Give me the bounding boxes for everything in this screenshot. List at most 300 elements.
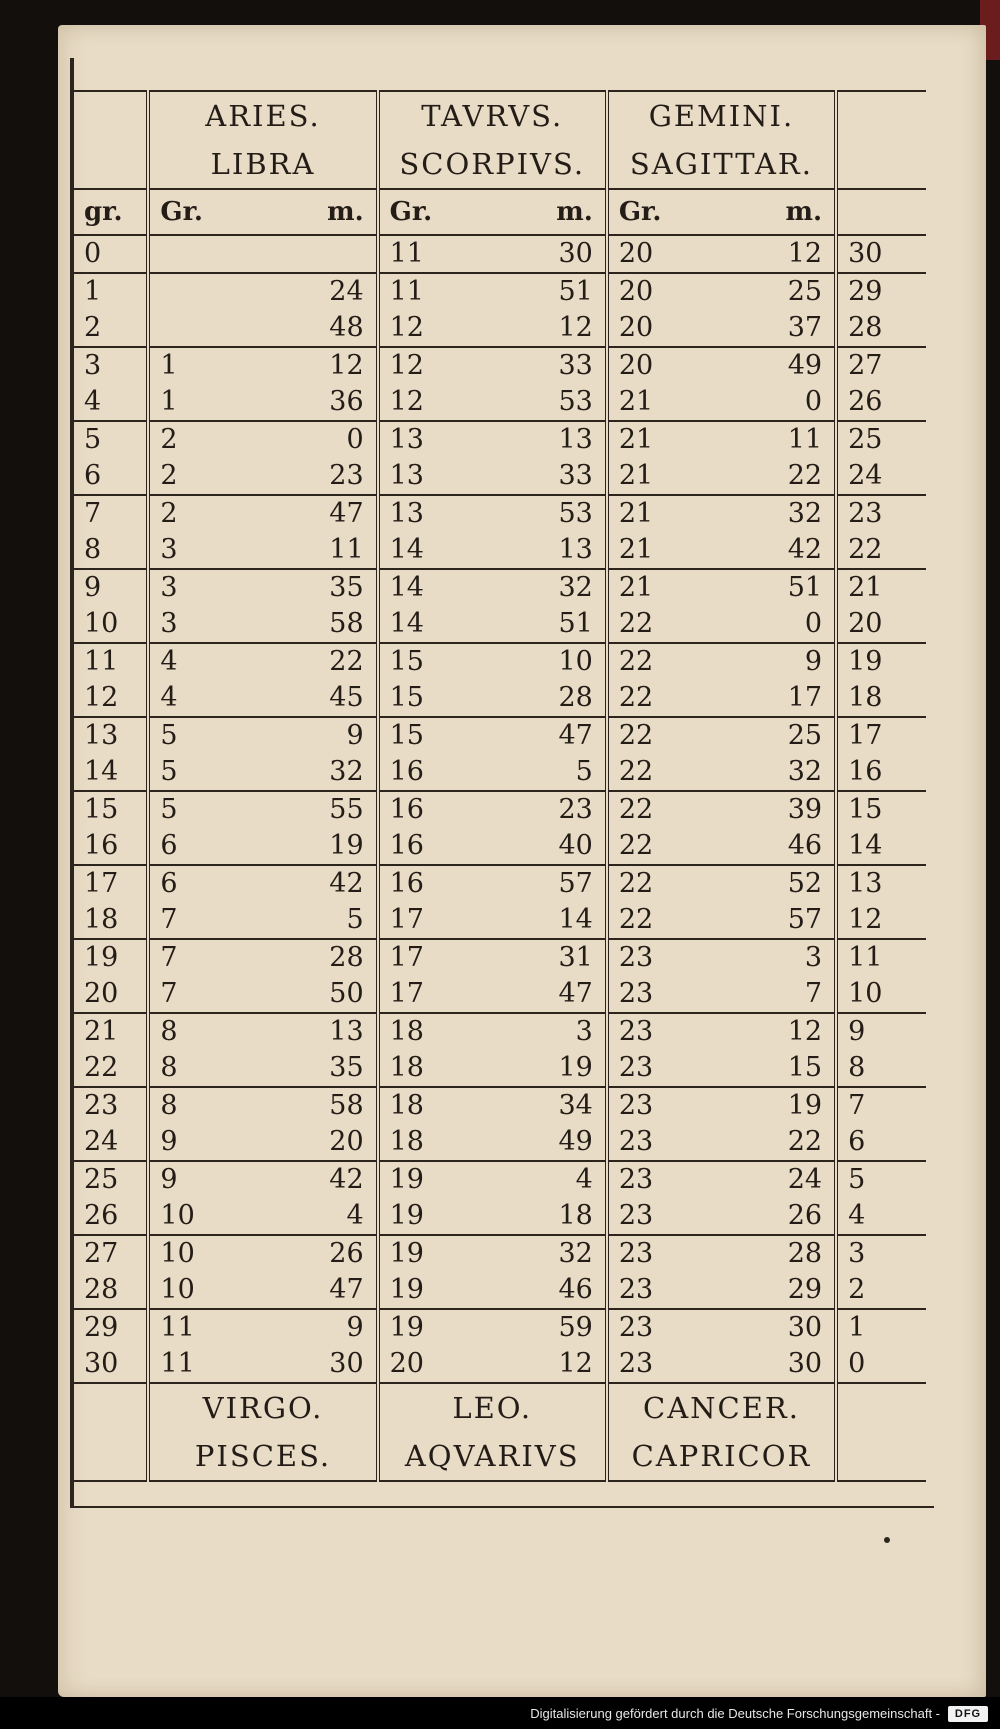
col2-m-cell: 30 — [482, 235, 607, 273]
col1-gr-cell: 1 — [148, 347, 253, 384]
degree-cell: 17 — [72, 865, 148, 902]
col2-gr-cell: 19 — [378, 1235, 483, 1272]
col3-m-cell: 46 — [711, 828, 836, 865]
col1-gr-cell: 11 — [148, 1309, 253, 1346]
col2-m-cell: 13 — [482, 421, 607, 458]
col2-m-cell: 32 — [482, 569, 607, 606]
degree-cell: 15 — [72, 791, 148, 828]
col3-gr-cell: 23 — [607, 939, 712, 976]
col1-gr-cell: 10 — [148, 1235, 253, 1272]
complement-degree-cell: 15 — [836, 791, 926, 828]
col1-m-cell: 19 — [253, 828, 378, 865]
col2-gr-cell: 15 — [378, 643, 483, 680]
complement-degree-cell: 13 — [836, 865, 926, 902]
col2-gr-cell: 14 — [378, 569, 483, 606]
table-row — [72, 976, 926, 1013]
unit-m: m. — [711, 189, 836, 235]
unit-m: m. — [482, 189, 607, 235]
complement-degree-cell: 8 — [848, 1052, 866, 1083]
degree-cell: 7 — [72, 495, 148, 532]
col3-gr-cell: 20 — [607, 347, 712, 384]
col2-gr-cell: 19 — [378, 1161, 483, 1198]
col3-m-cell: 57 — [711, 902, 836, 939]
col1-gr-cell — [148, 235, 253, 273]
col1-m-cell: 30 — [253, 1346, 378, 1383]
col1-gr-cell: 4 — [160, 682, 178, 713]
col3-gr-cell: 20 — [607, 273, 712, 310]
complement-degree-cell: 2 — [848, 1274, 866, 1305]
col3-gr-cell: 23 — [607, 1013, 712, 1050]
table-row — [72, 347, 926, 384]
col1-m-cell: 26 — [253, 1235, 378, 1272]
col3-m-cell: 17 — [711, 680, 836, 717]
table-row — [72, 1050, 926, 1087]
col3-m-cell: 11 — [711, 421, 836, 458]
funding-credit: Digitalisierung gefördert durch die Deutsche Forschungsgemeinschaft - — [530, 1706, 940, 1721]
col2-m-cell: 46 — [482, 1272, 607, 1309]
unit-Gr: Gr. — [148, 189, 253, 235]
top-signs-row-1 — [72, 91, 926, 140]
complement-degree-cell: 23 — [836, 495, 926, 532]
col3-gr-cell: 21 — [618, 460, 654, 491]
table-row — [72, 865, 926, 902]
col1-m-cell: 9 — [253, 1309, 378, 1346]
col1-gr-cell: 6 — [160, 830, 178, 861]
col2-gr-cell: 17 — [378, 939, 483, 976]
degree-cell: 2 — [72, 310, 148, 347]
col1-m-cell: 55 — [253, 791, 378, 828]
degree-cell: 5 — [72, 421, 148, 458]
sign-pisces: PISCES. — [148, 1432, 377, 1481]
col3-m-cell: 30 — [711, 1309, 836, 1346]
col2-m-cell: 18 — [482, 1198, 607, 1235]
table-row — [72, 1161, 926, 1198]
unit-header-row — [72, 189, 926, 235]
col3-gr-cell: 22 — [607, 717, 712, 754]
col1-m-cell: 35 — [253, 569, 378, 606]
col3-gr-cell: 23 — [607, 1309, 712, 1346]
col2-m-cell: 10 — [482, 643, 607, 680]
col3-gr-cell: 23 — [618, 978, 654, 1009]
table-row — [72, 495, 926, 532]
col2-m-cell: 31 — [482, 939, 607, 976]
table-row — [72, 1235, 926, 1272]
unit-m: m. — [253, 189, 378, 235]
col2-m-cell: 12 — [482, 310, 607, 347]
table-row — [72, 310, 926, 347]
col2-m-cell: 13 — [482, 532, 607, 569]
col3-gr-cell: 23 — [607, 1235, 712, 1272]
complement-degree-cell: 22 — [848, 534, 883, 565]
ink-spot — [884, 1537, 890, 1543]
col2-m-cell: 19 — [482, 1050, 607, 1087]
table-row — [72, 717, 926, 754]
table-row — [72, 828, 926, 865]
col1-m-cell: 12 — [253, 347, 378, 384]
table-row — [72, 754, 926, 791]
col2-m-cell: 14 — [482, 902, 607, 939]
col3-m-cell: 24 — [711, 1161, 836, 1198]
col1-gr-cell — [148, 273, 253, 310]
complement-degree-cell: 6 — [848, 1126, 866, 1157]
col3-gr-cell: 20 — [618, 312, 654, 343]
col3-m-cell: 32 — [711, 754, 836, 791]
col2-m-cell: 23 — [482, 791, 607, 828]
degree-cell: 9 — [72, 569, 148, 606]
col1-gr-cell: 8 — [148, 1087, 253, 1124]
sign-sagittar: SAGITTAR. — [607, 140, 836, 189]
complement-degree-cell: 21 — [836, 569, 926, 606]
col3-gr-cell: 23 — [618, 1126, 654, 1157]
col3-m-cell: 25 — [711, 273, 836, 310]
table-row — [72, 791, 926, 828]
degree-cell: 29 — [72, 1309, 148, 1346]
col1-m-cell: 42 — [253, 1161, 378, 1198]
col3-gr-cell: 23 — [618, 1274, 654, 1305]
degree-cell: 30 — [72, 1346, 148, 1383]
col2-m-cell: 47 — [482, 717, 607, 754]
table-row — [72, 1346, 926, 1383]
table-row — [72, 939, 926, 976]
col3-gr-cell: 23 — [618, 1200, 654, 1231]
col1-gr-cell: 3 — [148, 569, 253, 606]
degree-cell: 14 — [72, 754, 148, 791]
complement-degree-cell: 4 — [848, 1200, 866, 1231]
col1-m-cell: 48 — [253, 310, 378, 347]
unit-gr: gr. — [72, 189, 148, 235]
degree-cell: 12 — [72, 680, 148, 717]
col1-gr-cell: 10 — [160, 1274, 195, 1305]
degree-cell: 11 — [72, 643, 148, 680]
col2-m-cell: 51 — [482, 273, 607, 310]
col3-m-cell: 22 — [711, 1124, 836, 1161]
complement-degree-cell: 29 — [836, 273, 926, 310]
col1-gr-cell: 3 — [160, 608, 178, 639]
col3-gr-cell: 23 — [618, 1052, 654, 1083]
unit-Gr: Gr. — [378, 189, 483, 235]
complement-degree-cell: 26 — [848, 386, 883, 417]
col1-m-cell: 58 — [253, 606, 378, 643]
col1-gr-cell: 7 — [160, 904, 178, 935]
complement-degree-cell: 30 — [836, 235, 926, 273]
degree-cell: 21 — [72, 1013, 148, 1050]
col3-gr-cell: 22 — [618, 682, 654, 713]
table-row — [72, 532, 926, 569]
degree-cell: 18 — [72, 902, 148, 939]
col3-gr-cell: 23 — [607, 1161, 712, 1198]
col3-gr-cell: 21 — [618, 386, 654, 417]
table-row — [72, 273, 926, 310]
col2-gr-cell: 16 — [378, 791, 483, 828]
complement-degree-cell: 19 — [836, 643, 926, 680]
col2-gr-cell: 16 — [389, 756, 424, 787]
complement-degree-cell: 14 — [848, 830, 883, 861]
col1-gr-cell: 4 — [148, 643, 253, 680]
top-signs-row-2 — [72, 140, 926, 189]
table-row — [72, 1309, 926, 1346]
col3-m-cell: 9 — [711, 643, 836, 680]
complement-degree-cell: 1 — [836, 1309, 926, 1346]
table-row — [72, 421, 926, 458]
degree-cell: 24 — [72, 1124, 148, 1161]
col3-gr-cell: 22 — [607, 791, 712, 828]
col3-m-cell: 12 — [711, 235, 836, 273]
bottom-signs-row-1 — [72, 1383, 926, 1432]
table-row — [72, 384, 926, 421]
col2-m-cell: 53 — [482, 495, 607, 532]
unit-Gr: Gr. — [607, 189, 712, 235]
col3-m-cell: 19 — [711, 1087, 836, 1124]
col1-m-cell: 13 — [253, 1013, 378, 1050]
table-row — [72, 1124, 926, 1161]
degree-cell: 25 — [72, 1161, 148, 1198]
col1-gr-cell: 7 — [148, 939, 253, 976]
col1-gr-cell: 10 — [160, 1200, 195, 1231]
col2-gr-cell: 18 — [389, 1052, 424, 1083]
col1-m-cell: 11 — [253, 532, 378, 569]
col1-m-cell: 4 — [253, 1198, 378, 1235]
col1-m-cell: 47 — [253, 495, 378, 532]
col1-m-cell: 9 — [253, 717, 378, 754]
sign-taurus: TAVRVS. — [378, 91, 607, 140]
complement-degree-cell: 18 — [848, 682, 883, 713]
col3-gr-cell: 22 — [618, 904, 654, 935]
col2-gr-cell: 19 — [389, 1274, 424, 1305]
col2-gr-cell: 19 — [389, 1200, 424, 1231]
col2-gr-cell: 17 — [389, 904, 424, 935]
col1-m-cell: 45 — [253, 680, 378, 717]
col2-m-cell: 28 — [482, 680, 607, 717]
sign-aries: ARIES. — [148, 91, 377, 140]
col1-m-cell — [253, 235, 378, 273]
col1-gr-cell: 3 — [160, 534, 178, 565]
col1-m-cell: 32 — [253, 754, 378, 791]
col2-m-cell: 53 — [482, 384, 607, 421]
col3-gr-cell: 21 — [618, 534, 654, 565]
sign-libra: LIBRA — [148, 140, 377, 189]
col1-m-cell: 50 — [253, 976, 378, 1013]
complement-degree-cell: 10 — [848, 978, 883, 1009]
col2-m-cell: 57 — [482, 865, 607, 902]
col3-m-cell: 30 — [711, 1346, 836, 1383]
col1-m-cell: 28 — [253, 939, 378, 976]
col2-gr-cell: 13 — [389, 460, 424, 491]
degree-cell: 1 — [72, 273, 148, 310]
col1-gr-cell: 8 — [160, 1052, 178, 1083]
col3-gr-cell: 22 — [607, 865, 712, 902]
complement-degree-cell: 7 — [836, 1087, 926, 1124]
col2-gr-cell: 20 — [389, 1348, 424, 1379]
col3-m-cell: 26 — [711, 1198, 836, 1235]
col3-m-cell: 22 — [711, 458, 836, 495]
col3-m-cell: 37 — [711, 310, 836, 347]
col1-gr-cell: 1 — [160, 386, 178, 417]
col1-m-cell: 23 — [253, 458, 378, 495]
col2-gr-cell: 16 — [389, 830, 424, 861]
col1-m-cell: 24 — [253, 273, 378, 310]
col3-m-cell: 52 — [711, 865, 836, 902]
col1-gr-cell: 5 — [148, 717, 253, 754]
col2-gr-cell: 18 — [378, 1013, 483, 1050]
col2-m-cell: 40 — [482, 828, 607, 865]
col3-gr-cell: 21 — [607, 495, 712, 532]
sign-gemini: GEMINI. — [607, 91, 836, 140]
col1-gr-cell — [148, 310, 253, 347]
col2-gr-cell: 11 — [378, 273, 483, 310]
col2-m-cell: 3 — [482, 1013, 607, 1050]
col1-m-cell: 5 — [253, 902, 378, 939]
col3-m-cell: 25 — [711, 717, 836, 754]
col1-gr-cell: 5 — [160, 756, 178, 787]
degree-cell: 3 — [72, 347, 148, 384]
col3-m-cell: 51 — [711, 569, 836, 606]
col1-gr-cell: 2 — [148, 495, 253, 532]
complement-degree-cell: 0 — [848, 1348, 866, 1379]
degree-table — [72, 90, 926, 1482]
col1-m-cell: 36 — [253, 384, 378, 421]
table-row — [72, 1198, 926, 1235]
sign-leo: LEO. — [378, 1383, 607, 1432]
col1-gr-cell: 8 — [148, 1013, 253, 1050]
complement-degree-cell: 27 — [836, 347, 926, 384]
complement-degree-cell: 11 — [836, 939, 926, 976]
col2-m-cell: 5 — [482, 754, 607, 791]
col3-gr-cell: 21 — [607, 569, 712, 606]
col2-gr-cell: 15 — [389, 682, 424, 713]
col3-gr-cell: 22 — [618, 608, 654, 639]
col1-m-cell: 42 — [253, 865, 378, 902]
col2-gr-cell: 14 — [389, 608, 424, 639]
degree-cell: 20 — [72, 976, 148, 1013]
degree-cell: 10 — [72, 606, 148, 643]
sign-capricor: CAPRICOR — [607, 1432, 836, 1481]
col3-m-cell: 0 — [711, 606, 836, 643]
col2-gr-cell: 13 — [378, 495, 483, 532]
complement-degree-cell: 17 — [836, 717, 926, 754]
degree-cell: 22 — [72, 1050, 148, 1087]
col3-gr-cell: 23 — [618, 1348, 654, 1379]
degree-cell: 26 — [72, 1198, 148, 1235]
sign-cancer: CANCER. — [607, 1383, 836, 1432]
col3-m-cell: 42 — [711, 532, 836, 569]
degree-cell: 4 — [72, 384, 148, 421]
col1-gr-cell: 2 — [148, 421, 253, 458]
table-row — [72, 606, 926, 643]
col3-gr-cell: 20 — [607, 235, 712, 273]
degree-cell: 16 — [72, 828, 148, 865]
col2-gr-cell: 18 — [378, 1087, 483, 1124]
col1-m-cell: 47 — [253, 1272, 378, 1309]
col1-gr-cell: 11 — [160, 1348, 195, 1379]
col2-m-cell: 4 — [482, 1161, 607, 1198]
col3-gr-cell: 22 — [618, 830, 654, 861]
sign-aquarius: AQVARIVS — [378, 1432, 607, 1481]
col1-gr-cell: 9 — [148, 1161, 253, 1198]
col2-m-cell: 32 — [482, 1235, 607, 1272]
table-row — [72, 680, 926, 717]
table-row — [72, 235, 926, 273]
col3-m-cell: 29 — [711, 1272, 836, 1309]
col1-m-cell: 0 — [253, 421, 378, 458]
col1-m-cell: 20 — [253, 1124, 378, 1161]
col3-m-cell: 15 — [711, 1050, 836, 1087]
col2-m-cell: 51 — [482, 606, 607, 643]
table-row — [72, 1013, 926, 1050]
col3-gr-cell: 22 — [607, 643, 712, 680]
dfg-logo-icon: DFG — [948, 1706, 988, 1722]
col2-m-cell: 34 — [482, 1087, 607, 1124]
col1-gr-cell: 5 — [148, 791, 253, 828]
col3-m-cell: 39 — [711, 791, 836, 828]
sign-virgo: VIRGO. — [148, 1383, 377, 1432]
col2-gr-cell: 17 — [389, 978, 424, 1009]
col3-m-cell: 12 — [711, 1013, 836, 1050]
table-row — [72, 1087, 926, 1124]
col2-m-cell: 33 — [482, 347, 607, 384]
complement-degree-cell: 20 — [848, 608, 883, 639]
degree-cell: 0 — [72, 235, 148, 273]
col2-gr-cell: 19 — [378, 1309, 483, 1346]
col2-gr-cell: 11 — [378, 235, 483, 273]
col2-gr-cell: 18 — [389, 1126, 424, 1157]
complement-degree-cell: 3 — [836, 1235, 926, 1272]
col2-gr-cell: 12 — [389, 386, 424, 417]
complement-degree-cell: 5 — [836, 1161, 926, 1198]
col3-m-cell: 28 — [711, 1235, 836, 1272]
degree-cell: 28 — [72, 1272, 148, 1309]
table-row — [72, 1272, 926, 1309]
col1-m-cell: 58 — [253, 1087, 378, 1124]
col2-gr-cell: 12 — [378, 347, 483, 384]
col2-gr-cell: 15 — [378, 717, 483, 754]
col2-m-cell: 49 — [482, 1124, 607, 1161]
col3-gr-cell: 22 — [618, 756, 654, 787]
table-row — [72, 643, 926, 680]
table-row — [72, 569, 926, 606]
footer-bar — [0, 1697, 1000, 1729]
complement-degree-cell: 25 — [836, 421, 926, 458]
col1-gr-cell: 2 — [160, 460, 178, 491]
sign-scorpius: SCORPIVS. — [378, 140, 607, 189]
col2-m-cell: 59 — [482, 1309, 607, 1346]
col3-m-cell: 3 — [711, 939, 836, 976]
degree-cell: 13 — [72, 717, 148, 754]
col1-gr-cell: 9 — [160, 1126, 178, 1157]
degree-cell: 8 — [72, 532, 148, 569]
degree-cell: 19 — [72, 939, 148, 976]
col3-m-cell: 32 — [711, 495, 836, 532]
col2-gr-cell: 12 — [389, 312, 424, 343]
col1-gr-cell: 6 — [148, 865, 253, 902]
col2-gr-cell: 16 — [378, 865, 483, 902]
degree-cell: 27 — [72, 1235, 148, 1272]
col2-gr-cell: 13 — [378, 421, 483, 458]
complement-degree-cell: 24 — [848, 460, 883, 491]
complement-degree-cell: 16 — [848, 756, 883, 787]
bottom-signs-row-2 — [72, 1432, 926, 1481]
col2-m-cell: 12 — [482, 1346, 607, 1383]
degree-cell: 23 — [72, 1087, 148, 1124]
col1-gr-cell: 7 — [160, 978, 178, 1009]
col3-gr-cell: 23 — [607, 1087, 712, 1124]
col3-m-cell: 0 — [711, 384, 836, 421]
col2-m-cell: 33 — [482, 458, 607, 495]
degree-cell: 6 — [72, 458, 148, 495]
col1-m-cell: 35 — [253, 1050, 378, 1087]
complement-degree-cell: 28 — [848, 312, 883, 343]
col3-gr-cell: 21 — [607, 421, 712, 458]
table-row — [72, 902, 926, 939]
